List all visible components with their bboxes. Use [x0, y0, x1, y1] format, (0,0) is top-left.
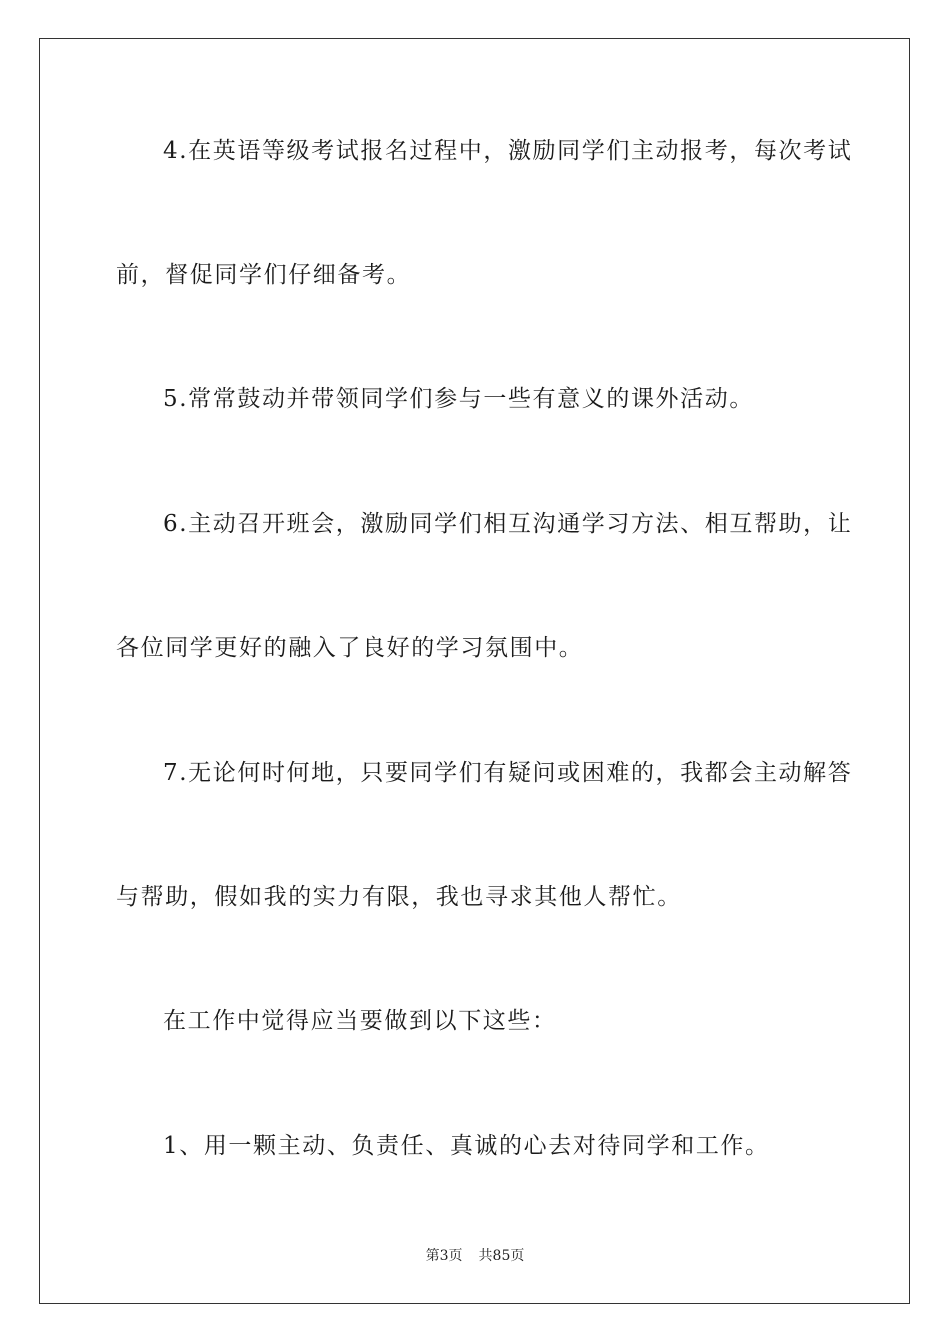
paragraph-6-line-2: 各位同学更好的融入了良好的学习氛围中。 — [116, 635, 584, 661]
paragraph-4-line-2: 前，督促同学们仔细备考。 — [116, 262, 412, 288]
page-number: 第3页 — [425, 1248, 463, 1264]
page-footer — [0, 1246, 950, 1266]
paragraph-6-line-1: 6.主动召开班会，激励同学们相互沟通学习方法、相互帮助，让 — [163, 511, 853, 537]
work-intro-paragraph: 在工作中觉得应当要做到以下这些： — [163, 1008, 557, 1034]
paragraph-7-line-1: 7.无论何时何地，只要同学们有疑问或困难的，我都会主动解答 — [163, 760, 853, 786]
paragraph-4-line-1: 4.在英语等级考试报名过程中，激励同学们主动报考，每次考试 — [163, 138, 853, 164]
total-pages: 共85页 — [478, 1248, 525, 1264]
work-item-1: 1、用一颗主动、负责任、真诚的心去对待同学和工作。 — [163, 1133, 770, 1159]
paragraph-7-line-2: 与帮助，假如我的实力有限，我也寻求其他人帮忙。 — [116, 884, 682, 910]
page-border — [39, 38, 910, 1304]
paragraph-5: 5.常常鼓动并带领同学们参与一些有意义的课外活动。 — [163, 386, 754, 412]
